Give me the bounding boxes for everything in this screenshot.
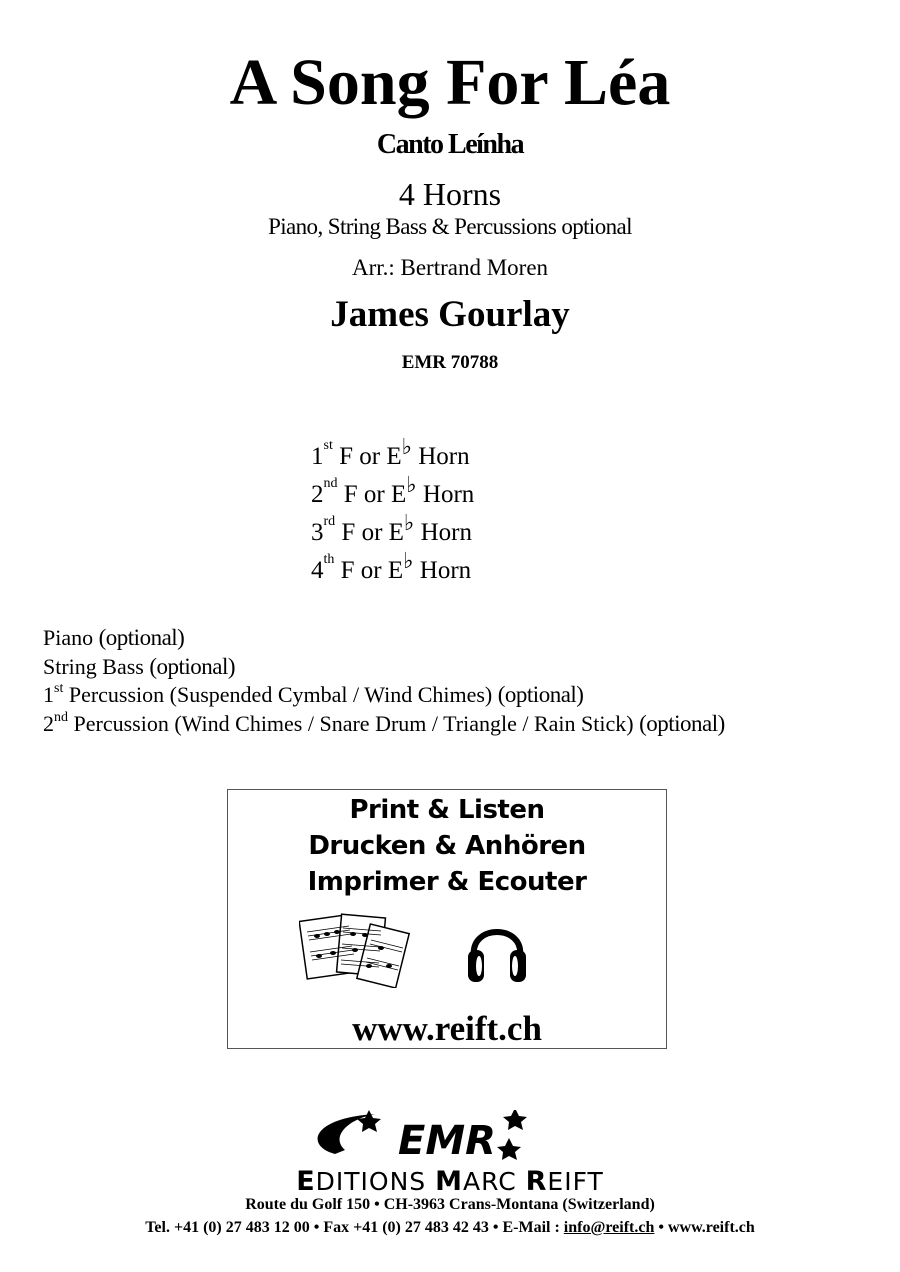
optional-part-percussion-2: 2nd Percussion (Wind Chimes / Snare Drum / Triangle / Rain Stick) (optional) (43, 709, 725, 736)
email-link[interactable]: info@reift.ch (563, 1219, 655, 1236)
horn-part: 2nd F or E♭ Horn (311, 472, 475, 508)
promo-line-fr: Imprimer & Ecouter (307, 867, 587, 897)
catalog-number: EMR 70788 (401, 352, 499, 373)
emr-logo (305, 1110, 595, 1166)
arranger: Arr.: Bertrand Moren (351, 255, 549, 280)
optional-parts-list (43, 624, 725, 738)
composer: James Gourlay (330, 294, 570, 335)
optional-part-percussion-1: 1st Percussion (Suspended Cymbal / Wind Chimes) (optional) (43, 681, 584, 707)
headphones-icon (466, 914, 528, 986)
optional-part-piano: Piano (optional) (43, 625, 185, 650)
horn-part: 3rd F or E♭ Horn (311, 510, 472, 546)
logo-text: EMR (398, 1118, 496, 1164)
publisher-contact: Tel. +41 (0) 27 483 12 00 • Fax +41 (0) 27 483 42 43 • E-Mail : info@reift.ch • www.reift.ch (145, 1219, 755, 1236)
page-title: A Song For Léa (229, 46, 671, 119)
publisher-address: Route du Golf 150 • CH-3963 Crans-Montana (Switzerland) (245, 1196, 655, 1213)
promo-line-de: Drucken & Anhören (308, 831, 586, 861)
subtitle: Canto Leínha (376, 129, 524, 160)
optional-instruments-line: Piano, String Bass & Percussions optional (268, 214, 632, 239)
sheet-music-icon (299, 910, 411, 988)
optional-part-bass: String Bass (optional) (43, 653, 236, 679)
promo-line-en: Print & Listen (349, 795, 545, 825)
print-listen-box (227, 789, 667, 1049)
horn-part: 4th F or E♭ Horn (311, 548, 472, 584)
promo-url[interactable]: www.reift.ch (352, 1009, 542, 1048)
horn-parts-list (311, 434, 475, 590)
horn-part: 1st F or E♭ Horn (311, 434, 470, 470)
publisher-brand: EDITIONS MARC REIFT (296, 1166, 604, 1197)
instrumentation: 4 Horns (398, 176, 502, 212)
